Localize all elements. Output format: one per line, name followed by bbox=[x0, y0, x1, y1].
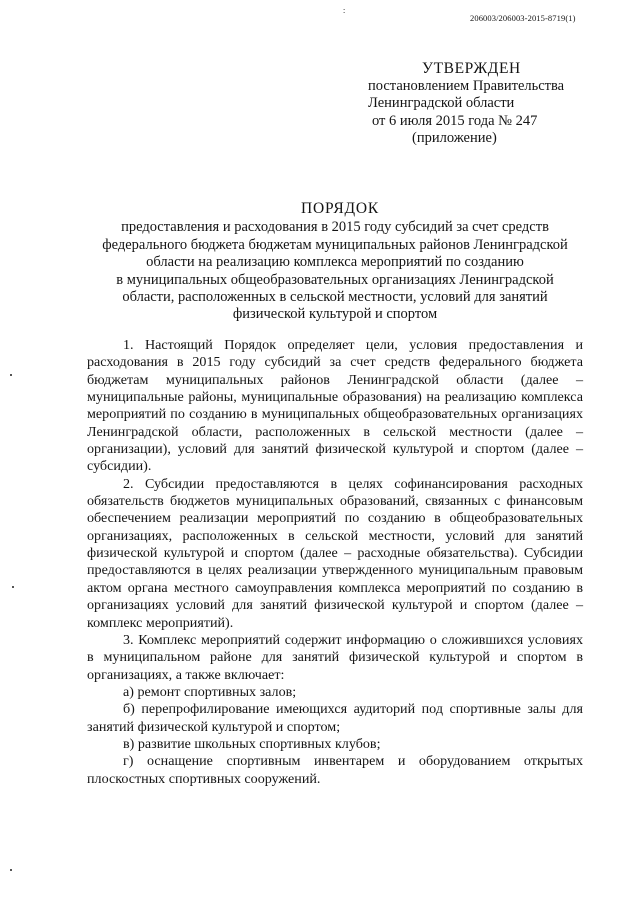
document-id: 206003/206003-2015-8719(1) bbox=[470, 13, 576, 23]
title-line: предоставления и расходования в 2015 году субсидий за счет средств bbox=[121, 219, 549, 236]
title-line: области на реализацию комплекса мероприятий по созданию bbox=[146, 254, 524, 271]
list-item-b: б) перепрофилирование имеющихся аудиторий под спортивные залы для занятий физической культурой и спортом; bbox=[87, 701, 583, 735]
scan-speck bbox=[10, 869, 12, 871]
list-item-c: в) развитие школьных спортивных клубов; bbox=[123, 735, 381, 752]
title-line: в муниципальных общеобразовательных организациях Ленинградской bbox=[116, 271, 554, 288]
approval-block bbox=[366, 60, 606, 148]
scan-speck bbox=[12, 586, 14, 588]
approval-heading: УТВЕРЖДЕН bbox=[422, 60, 521, 77]
approval-appendix-line: (приложение) bbox=[412, 130, 497, 146]
title-line: области, расположенных в сельской местности, условий для занятий bbox=[122, 289, 548, 306]
title-heading: ПОРЯДОК bbox=[300, 200, 380, 217]
paragraph-2: 2. Субсидии предоставляются в целях софинансирования расходных обязательств бюджетов муниципальных образований, связанных с финансовым обеспечением реализации мероприятий по созданию в общеобразовательных организациях, расположенных в сельской местности, условий для занятий физической культурой и спортом (далее – расходные обязательства). Субсидии предоставляются в целях реализации утвержденного муниципальным правовым актом органа местного самоуправления комплекса мероприятий по созданию в организациях условий для занятий физической культурой и спортом (далее – комплекс мероприятий). bbox=[87, 475, 583, 631]
document-title bbox=[80, 200, 590, 324]
title-line: физической культурой и спортом bbox=[232, 306, 438, 323]
document-body bbox=[87, 337, 583, 788]
list-item-d: г) оснащение спортивным инвентарем и оборудованием открытых плоскостных спортивных сооружений. bbox=[87, 753, 583, 787]
approval-line: Ленинградской области bbox=[368, 95, 515, 111]
scan-mark: : bbox=[343, 6, 346, 15]
list-item-a: а) ремонт спортивных залов; bbox=[123, 683, 297, 700]
scan-speck bbox=[10, 374, 12, 376]
approval-line: постановлением Правительства bbox=[368, 77, 565, 94]
paragraph-3: 3. Комплекс мероприятий содержит информацию о сложившихся условиях в муниципальном районе для занятий физической культурой и спортом в организациях, а также включает: bbox=[87, 631, 583, 683]
title-line: федерального бюджета бюджетам муниципальных районов Ленинградской bbox=[102, 236, 568, 253]
paragraph-1: 1. Настоящий Порядок определяет цели, условия предоставления и расходования в 2015 году субсидий за счет средств федерального бюджета бюджетам муниципальных районов Ленинградской области (далее – муниципальные районы, муниципальные образования) на реализацию комплекса мероприятий по созданию в муниципальных общеобразовательных организациях Ленинградской области, расположенных в сельской местности (далее – организации), условий для занятий физической культурой и спортом (далее – субсидии). bbox=[87, 337, 583, 475]
approval-date-line: от 6 июля 2015 года № 247 bbox=[372, 112, 538, 129]
